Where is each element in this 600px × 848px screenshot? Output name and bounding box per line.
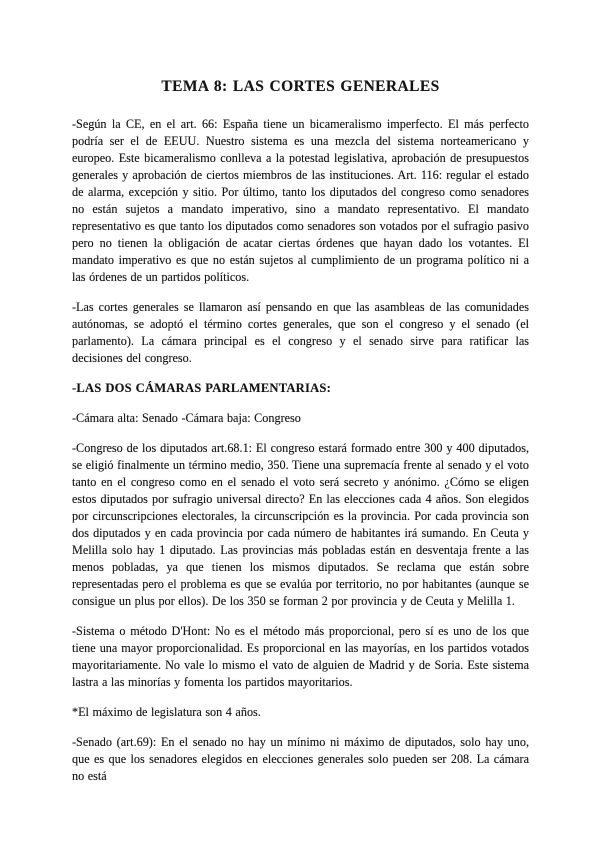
line-maximo-legislatura: *El máximo de legislatura son 4 años. [72, 705, 261, 719]
paragraph-congreso-diputados: -Congreso de los diputados art.68.1: El congreso estará formado entre 300 y 400 diputados, se eligió finalmente un término medio, 350. Tiene una supremacía frente al senado y el voto tanto en el congreso como en el senado el voto será secreto y anónimo. ¿Cómo se eligen estos diputados por sufragio universal directo? En las elecciones cada 4 años. Son elegidos por circunscripciones electorales, la circunscripción es la provincia. Por cada provincia son dos diputados y en cada provincia por cada número de habitantes irá sumando. En Ceuta y Melilla solo hay 1 diputado. Las provincias más pobladas están en desventaja frente a las menos pobladas, ya que tienen los mismos diputados. Se reclama que están sobre representadas pero el problema es que se evalúa por territorio, no por habitantes (aunque se consigue un plus por ellos). De los 350 se forman 2 por provincia y de Ceuta y Melilla 1. [72, 441, 529, 608]
paragraph-bicameralismo: -Según la CE, en el art. 66: España tiene un bicameralismo imperfecto. El más perfecto podría ser el de EEUU. Nuestro sistema es una mezcla del sistema norteamericano y europeo. Este bicameralismo conlleva a la potestad legislativa, aprobación de presupuestos generales y aprobación de ciertos miembros de las instituciones. Art. 116: regular el estado de alarma, excepción y sitio. Por último, tanto los diputados del congreso como senadores no están sujetos a mandato imperativo, sino a mandato representativo. El mandato representativo es que tanto los diputados como senadores son votados por el sufragio pasivo pero no tienen la obligación de acatar ciertas órdenes que hayan dado los votantes. El mandato imperativo es que no están sujetos al cumplimiento de un programa político ni a las órdenes de un partidos políticos. [72, 117, 529, 284]
paragraph-senado: -Senado (art.69): En el senado no hay un mínimo ni máximo de diputados, solo hay uno, que es que los senadores elegidos en elecciones generales solo pueden ser 208. La cámara no está [72, 735, 529, 783]
paragraph-sistema-dhont: -Sistema o método D'Hont: No es el método más proporcional, pero sí es uno de los que tiene una mayor proporcionalidad. Es proporcional en las mayorías, en los partidos votados mayoritariamente. No vale lo mismo el vato de alguien de Madrid y de Soria. Este sistema lastra a las minorías y fomenta los partidos mayoritarios. [72, 624, 529, 689]
section-heading-dos-camaras: -LAS DOS CÁMARAS PARLAMENTARIAS: [72, 381, 331, 395]
document-title: TEMA 8: LAS CORTES GENERALES [161, 78, 440, 95]
line-camara-alta-baja: -Cámara alta: Senado -Cámara baja: Congreso [72, 411, 301, 425]
paragraph-cortes-generales: -Las cortes generales se llamaron así pensando en que las asambleas de las comunidades autónomas, se adoptó el término cortes generales, que son el congreso y el senado (el parlamento). La cámara principal es el congreso y el senado sirve para ratificar las decisiones del congreso. [72, 300, 529, 365]
